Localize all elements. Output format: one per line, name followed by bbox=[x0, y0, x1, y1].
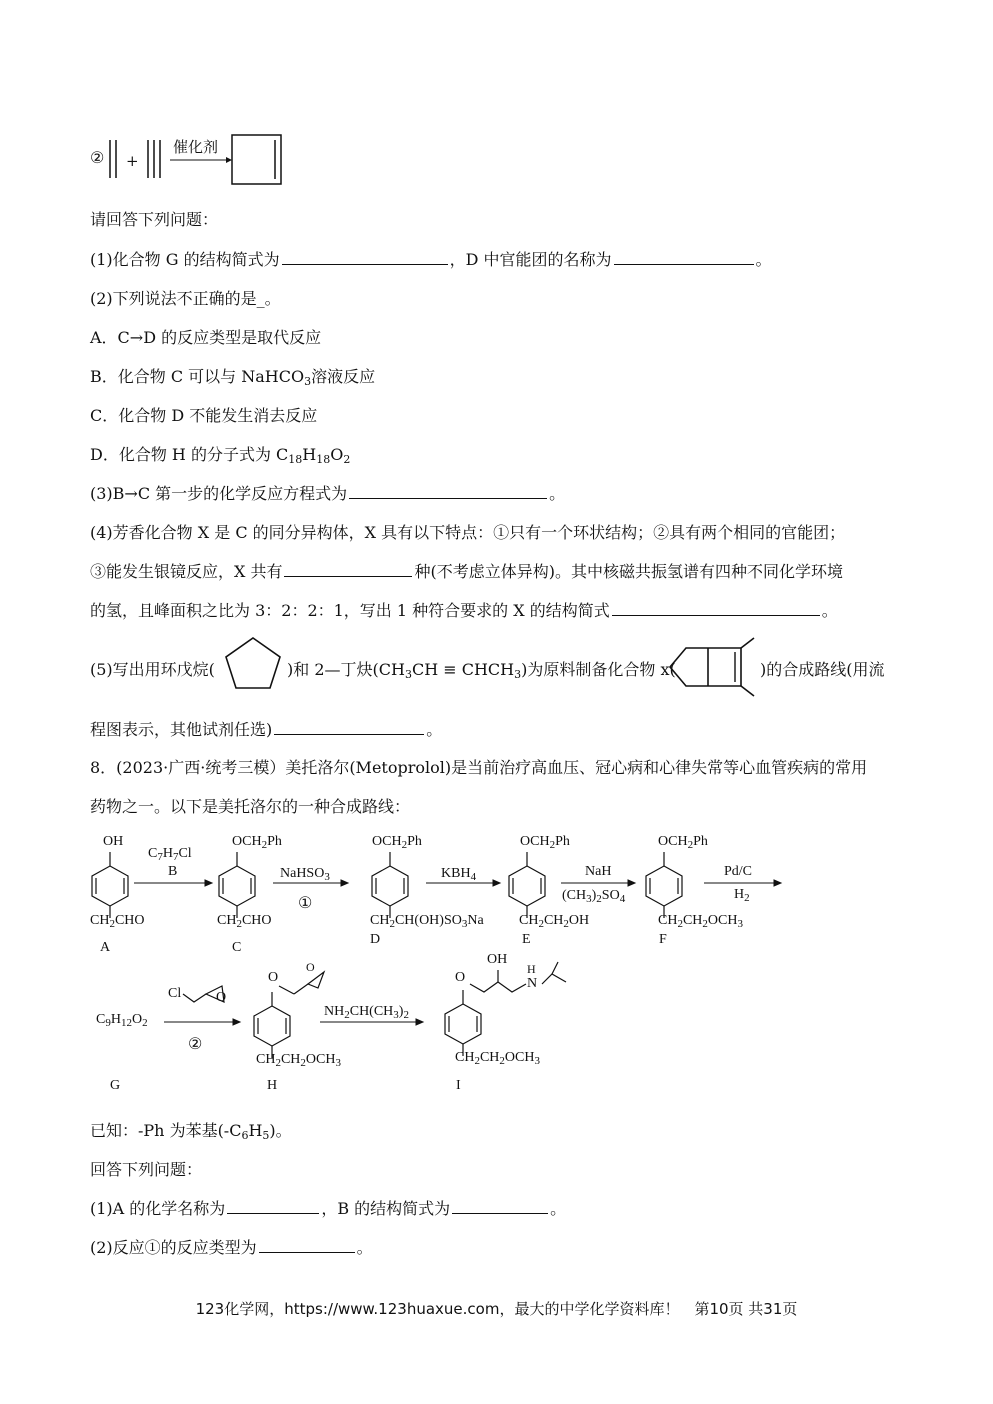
arrow6-step: ② bbox=[188, 1036, 203, 1053]
q3-end: 。 bbox=[549, 484, 566, 503]
q5-c: CH ≡ CHCH bbox=[411, 660, 515, 679]
label-a: A bbox=[100, 940, 111, 955]
arrow4-reagent: NaH bbox=[585, 864, 612, 879]
arrow7-reagent: $NH_2CH(CH_3)_2$ bbox=[324, 1004, 409, 1021]
p8-question-1 bbox=[90, 1196, 566, 1219]
answer-intro: 回答下列问题： bbox=[90, 1160, 203, 1179]
known-note: 已知：-Ph 为苯基$(-C_6H_5)$。 bbox=[90, 1121, 292, 1142]
arrow5-catalyst: Pd/C bbox=[724, 864, 753, 879]
f-top: $OCH_2Ph$ bbox=[658, 834, 708, 851]
p8q2-text: (2)反应①的反应类型为 bbox=[90, 1238, 257, 1257]
e-top: $OCH_2Ph$ bbox=[520, 834, 570, 851]
f-bottom: $CH_2CH_2OCH_3$ bbox=[658, 913, 743, 930]
e-bottom: $CH_2CH_2OH$ bbox=[519, 913, 590, 930]
c-top: $OCH_2Ph$ bbox=[232, 834, 282, 851]
g-formula: $C_9H_{12}O_2$ bbox=[96, 1012, 148, 1029]
q4-text-a: ③能发生银镜反应，X 共有 bbox=[90, 562, 283, 581]
optd-h: H bbox=[302, 445, 317, 464]
catalyst-label: 催化剂 bbox=[173, 138, 219, 156]
q5-text-b bbox=[287, 657, 676, 681]
answer-blank[interactable] bbox=[349, 484, 547, 499]
arrow4-reagent2: $(CH_3)_2SO_4$ bbox=[562, 888, 626, 905]
answer-blank[interactable] bbox=[259, 1238, 355, 1253]
question-4-line1: (4)芳香化合物 X 是 C 的同分异构体，X 具有以下特点：①只有一个环状结构；②具有两个相同的官能团； bbox=[90, 523, 846, 542]
problem-8-line1: 8．(2023·广西·统考三模）美托洛尔(Metoprolol)是当前治疗高血压、冠心病和心律失常等心血管疾病的常用 bbox=[90, 758, 868, 777]
i-nh: H bbox=[527, 962, 536, 976]
p8q1-end: 。 bbox=[550, 1199, 567, 1218]
d-bottom: $CH_2CH(OH)SO_3Na$ bbox=[370, 913, 484, 930]
answer-blank[interactable] bbox=[282, 250, 448, 265]
a-top: OH bbox=[103, 834, 124, 849]
h-o: O bbox=[268, 970, 279, 985]
i-n: N bbox=[527, 976, 538, 991]
label-g: G bbox=[110, 1078, 121, 1093]
arrow1-reagent: $C_7H_7Cl$ bbox=[148, 846, 192, 863]
q5-line2 bbox=[90, 717, 442, 740]
h-epoxide-o: O bbox=[306, 960, 315, 974]
arrow5-reagent: $H_2$ bbox=[734, 887, 750, 904]
p8q1-text-a: (1)A 的化学名称为 bbox=[90, 1199, 226, 1218]
q1-text-b: ，D 中官能团的名称为 bbox=[449, 250, 612, 269]
c-bottom: $CH_2CHO$ bbox=[217, 913, 272, 930]
optb-text-b: 溶液反应 bbox=[311, 367, 376, 386]
optb-sub: 3 bbox=[304, 375, 312, 388]
question-4-line3 bbox=[90, 598, 838, 621]
p8q2-end: 。 bbox=[356, 1238, 373, 1257]
arrow3-reagent: $KBH_4$ bbox=[441, 866, 477, 883]
h-bottom: $CH_2CH_2OCH_3$ bbox=[256, 1052, 341, 1069]
i-o: O bbox=[455, 970, 466, 985]
d-top: $OCH_2Ph$ bbox=[372, 834, 422, 851]
reaction-2-label: ② bbox=[90, 148, 105, 167]
label-d: D bbox=[370, 932, 381, 947]
question-2: (2)下列说法不正确的是_。 bbox=[90, 289, 281, 308]
label-h: H bbox=[267, 1078, 278, 1093]
problem-8-line2: 药物之一。以下是美托洛尔的一种合成路线： bbox=[90, 797, 411, 816]
label-c: C bbox=[232, 940, 242, 955]
arrow2-reagent: NaHSO$_3$ bbox=[280, 866, 330, 883]
answer-blank[interactable] bbox=[612, 601, 820, 616]
arrow2-step: ① bbox=[298, 895, 313, 912]
q4-text-c: 的氢，且峰面积之比为 3：2：2：1，写出 1 种符合要求的 X 的结构简式 bbox=[90, 601, 610, 620]
q5-sub1: 3 bbox=[404, 668, 412, 681]
optd-o: O bbox=[330, 445, 344, 464]
option-a: A．C→D 的反应类型是取代反应 bbox=[90, 328, 322, 347]
option-b bbox=[90, 364, 375, 388]
page-footer: 123化学网，https://www.123huaxue.com，最大的中学化学资料库！ 第10页 共31页 bbox=[195, 1300, 798, 1318]
question-1 bbox=[90, 247, 772, 270]
q5-text-a: (5)写出用环戊烷( bbox=[90, 660, 215, 679]
question-4-line2 bbox=[90, 559, 843, 582]
questions-intro: 请回答下列问题： bbox=[90, 210, 219, 229]
option-c: C．化合物 D 不能发生消去反应 bbox=[90, 406, 318, 425]
answer-blank[interactable] bbox=[227, 1199, 319, 1214]
plus-sign: + bbox=[126, 152, 139, 170]
answer-blank[interactable] bbox=[274, 720, 424, 735]
i-bottom: $CH_2CH_2OCH_3$ bbox=[455, 1050, 540, 1067]
optd-text: D．化合物 H 的分子式为 C bbox=[90, 445, 289, 464]
a-bottom: $CH_2CHO$ bbox=[90, 913, 145, 930]
label-f: F bbox=[659, 932, 667, 947]
q5-sub2: 3 bbox=[514, 668, 522, 681]
label-e: E bbox=[522, 932, 531, 947]
q5-end: 。 bbox=[426, 720, 443, 739]
optb-text: B．化合物 C 可以与 NaHCO bbox=[90, 367, 305, 386]
optd-sub3: 2 bbox=[343, 453, 351, 466]
arrow6-o: O bbox=[216, 990, 227, 1005]
q1-text-a: (1)化合物 G 的结构简式为 bbox=[90, 250, 280, 269]
q5-d: )为原料制备化合物 x( bbox=[521, 660, 676, 679]
option-d bbox=[90, 442, 350, 466]
q5-text-e: )的合成路线(用流 bbox=[760, 660, 885, 679]
optd-sub1: 18 bbox=[288, 453, 303, 466]
i-oh: OH bbox=[487, 952, 508, 967]
q5-b: )和 2—丁炔(CH bbox=[287, 660, 405, 679]
question-3 bbox=[90, 481, 565, 504]
answer-blank[interactable] bbox=[614, 250, 754, 265]
q1-end: 。 bbox=[755, 250, 772, 269]
q5-l2-text: 程图表示，其他试剂任选) bbox=[90, 720, 273, 739]
q4-text-b: 种(不考虑立体异构)。其中核磁共振氢谱有四种不同化学环境 bbox=[414, 562, 843, 581]
q4-end: 。 bbox=[821, 601, 838, 620]
p8q1-text-b: ，B 的结构简式为 bbox=[321, 1199, 451, 1218]
optd-sub2: 18 bbox=[316, 453, 331, 466]
answer-blank[interactable] bbox=[452, 1199, 548, 1214]
arrow1-b: B bbox=[168, 864, 178, 879]
label-i: I bbox=[456, 1078, 461, 1093]
p8-question-2 bbox=[90, 1235, 373, 1258]
arrow6-cl: Cl bbox=[168, 986, 182, 1001]
q3-text: (3)B→C 第一步的化学反应方程式为 bbox=[90, 484, 348, 503]
answer-blank[interactable] bbox=[284, 562, 412, 577]
